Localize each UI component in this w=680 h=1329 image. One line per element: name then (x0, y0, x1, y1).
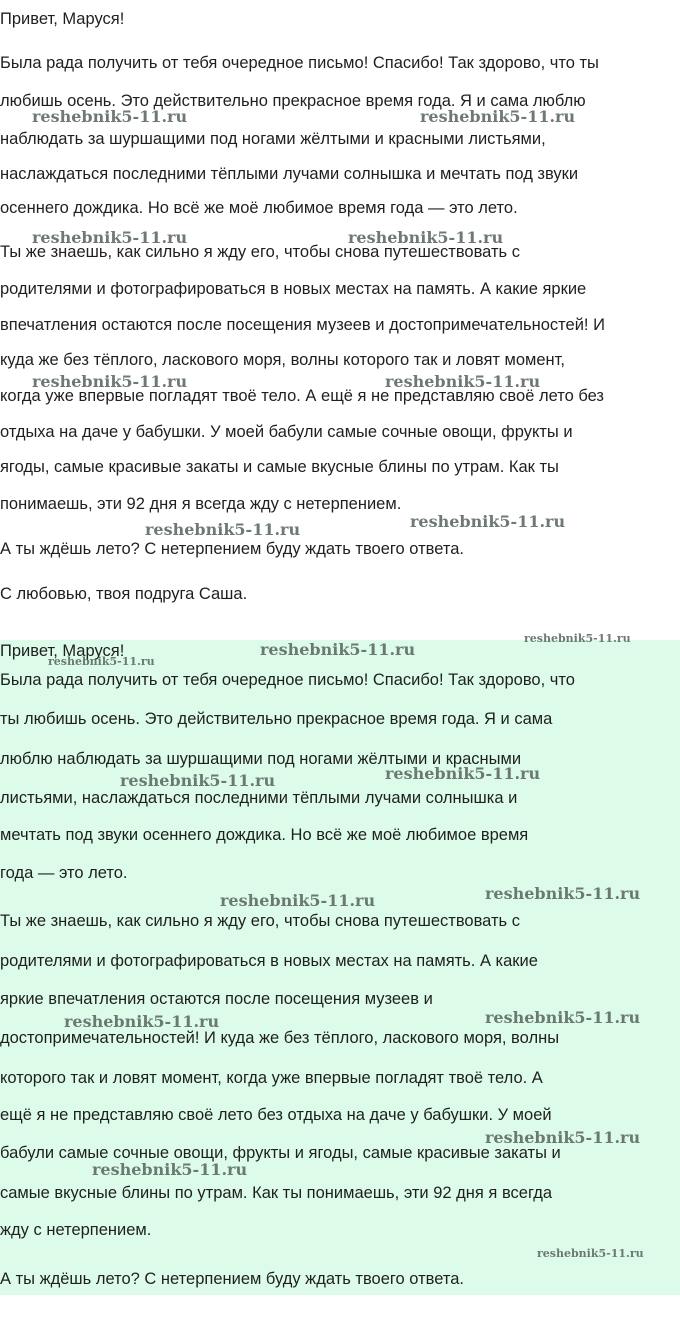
paragraph-line: которого так и ловят момент, когда уже впервые погладят твоё тело. А (0, 1069, 543, 1087)
paragraph-line: А ты ждёшь лето? С нетерпением буду ждать твоего ответа. (0, 1270, 465, 1288)
paragraph-line: А ты ждёшь лето? С нетерпением буду ждать твоего ответа. (0, 540, 465, 558)
watermark: reshebnik5-11.ru (385, 372, 541, 391)
watermark: reshebnik5-11.ru (260, 640, 416, 659)
watermark: reshebnik5-11.ru (120, 771, 276, 790)
watermark: reshebnik5-11.ru (64, 1012, 220, 1031)
watermark: reshebnik5-11.ru (145, 520, 301, 539)
paragraph-line: самые вкусные блины по утрам. Как ты понимаешь, эти 92 дня я всегда (0, 1184, 553, 1202)
paragraph-line: отдыха на даче у бабушки. У моей бабули самые сочные овощи, фрукты и (0, 423, 573, 441)
watermark: reshebnik5-11.ru (220, 891, 376, 910)
paragraph-line: люблю наблюдать за шуршащими под ногами жёлтыми и красными (0, 750, 522, 768)
paragraph-line: любишь осень. Это действительно прекрасное время года. Я и сама люблю (0, 92, 586, 110)
paragraph-line: Ты же знаешь, как сильно я жду его, чтобы снова путешествовать с (0, 243, 520, 261)
paragraph-line: Ты же знаешь, как сильно я жду его, чтобы снова путешествовать с (0, 912, 520, 930)
watermark: reshebnik5-11.ru (32, 372, 188, 391)
paragraph-line: наслаждаться последними тёплыми лучами солнышка и мечтать под звуки (0, 165, 579, 183)
letter-plain (0, 0, 680, 640)
paragraph-line: мечтать под звуки осеннего дождика. Но всё же моё любимое время (0, 826, 529, 844)
paragraph-line: родителями и фотографироваться в новых местах на память. А какие (0, 952, 538, 970)
watermark: reshebnik5-11.ru (537, 1247, 644, 1260)
paragraph-line: года — это лето. (0, 864, 128, 882)
paragraph-line: яркие впечатления остаются после посещения музеев и (0, 990, 433, 1008)
paragraph-line: наблюдать за шуршащими под ногами жёлтыми и красными листьями, (0, 130, 546, 148)
paragraph-line: бабули самые сочные овощи, фрукты и ягоды, самые красивые закаты и (0, 1144, 561, 1162)
watermark: reshebnik5-11.ru (485, 1128, 641, 1147)
watermark: reshebnik5-11.ru (485, 1008, 641, 1027)
watermark: reshebnik5-11.ru (420, 107, 576, 126)
watermark: reshebnik5-11.ru (92, 1160, 248, 1179)
paragraph-line: ягоды, самые красивые закаты и самые вкусные блины по утрам. Как ты (0, 458, 559, 476)
greeting: Привет, Маруся! (0, 10, 125, 28)
watermark: reshebnik5-11.ru (410, 512, 566, 531)
letter-highlighted (0, 632, 680, 1295)
paragraph-line: Была рада получить от тебя очередное письмо! Спасибо! Так здорово, что ты (0, 54, 599, 72)
watermark: reshebnik5-11.ru (485, 884, 641, 903)
watermark: reshebnik5-11.ru (48, 655, 155, 668)
watermark: reshebnik5-11.ru (32, 228, 188, 247)
paragraph-line: Была рада получить от тебя очередное письмо! Спасибо! Так здорово, что (0, 671, 575, 689)
paragraph-line: ещё я не представляю своё лето без отдыха на даче у бабушки. У моей (0, 1106, 552, 1124)
paragraph-line: куда же без тёплого, ласкового моря, волны которого так и ловят момент, (0, 351, 565, 369)
watermark: reshebnik5-11.ru (348, 228, 504, 247)
paragraph-line: родителями и фотографироваться в новых местах на память. А какие яркие (0, 280, 587, 298)
paragraph-line: ты любишь осень. Это действительно прекрасное время года. Я и сама (0, 710, 553, 728)
paragraph-line: жду с нетерпением. (0, 1221, 152, 1239)
signoff: С любовью, твоя подруга Саша. (0, 585, 248, 603)
paragraph-line: впечатления остаются после посещения музеев и достопримечательностей! И (0, 316, 605, 334)
paragraph-line: когда уже впервые погладят твоё тело. А ещё я не представляю своё лето без (0, 387, 604, 405)
watermark: reshebnik5-11.ru (385, 764, 541, 783)
paragraph-line: листьями, наслаждаться последними тёплыми лучами солнышка и (0, 789, 518, 807)
paragraph-line: достопримечательностей! И куда же без тёплого, ласкового моря, волны (0, 1029, 560, 1047)
watermark: reshebnik5-11.ru (524, 632, 631, 645)
greeting: Привет, Маруся! (0, 642, 125, 660)
watermark: reshebnik5-11.ru (32, 107, 188, 126)
paragraph-line: понимаешь, эти 92 дня я всегда жду с нетерпением. (0, 495, 402, 513)
paragraph-line: осеннего дождика. Но всё же моё любимое время года — это лето. (0, 199, 518, 217)
